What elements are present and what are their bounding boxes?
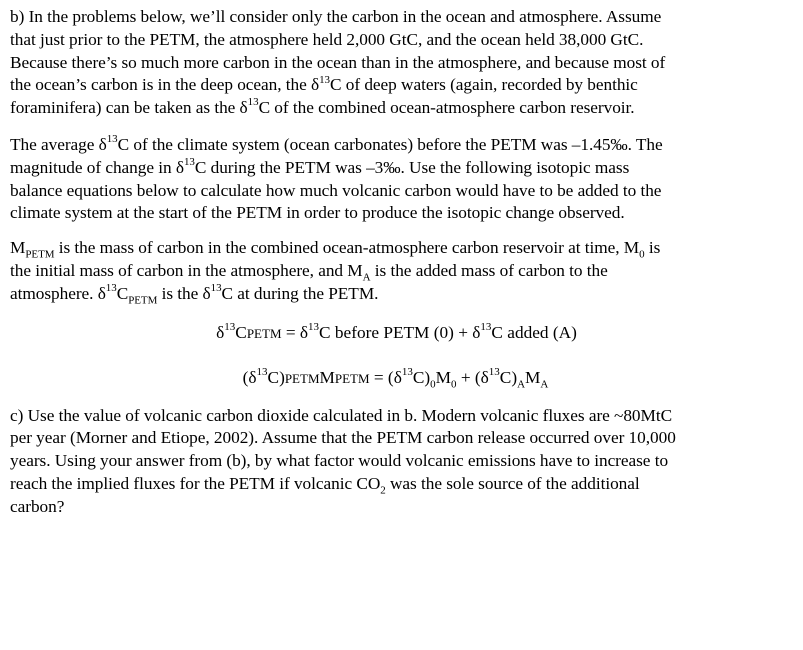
paragraph-average-line-2a: magnitude of change in δ	[10, 157, 184, 177]
paragraph-c-line-2: per year (Morner and Etiope, 2002). Assume that the PETM carbon release occurred over 10,000	[10, 428, 676, 448]
paragraph-definitions-line-3a: atmosphere. δ	[10, 283, 106, 303]
paragraph-average-line-1a: The average δ	[10, 134, 107, 154]
equation-2	[10, 367, 795, 390]
paragraph-definitions-line-2b: is the added mass of carbon to the	[370, 260, 608, 280]
paragraph-definitions-line-3d: is the δ	[157, 283, 211, 303]
paragraph-average-line-4: climate system at the start of the PETM in order to produce the isotopic change observed.	[10, 203, 625, 223]
equation-1-petm-label: PETM	[246, 325, 282, 341]
subscript: PETM	[25, 248, 55, 261]
paragraph-b-line-5b: C of the combined ocean-atmosphere carbon reservoir.	[258, 98, 635, 118]
superscript: 13	[106, 133, 118, 146]
subscript: PETM	[128, 294, 158, 307]
equation-1-part-a: = δ	[281, 322, 309, 342]
m-symbol: M	[435, 367, 451, 387]
equation-2-equals: = (δ	[369, 367, 402, 387]
paragraph-b-line-1: b) In the problems below, we’ll consider only the carbon in the ocean and atmosphere. Assume	[10, 7, 662, 26]
m-symbol: M	[319, 367, 335, 387]
paragraph-average-line-2b: C during the PETM was –3‰. Use the following isotopic mass	[194, 157, 630, 177]
superscript: 13	[247, 96, 259, 109]
superscript: 13	[224, 320, 236, 333]
subscript: A	[540, 378, 549, 391]
superscript: 13	[105, 282, 117, 294]
superscript: 13	[308, 320, 320, 333]
superscript: 13	[480, 320, 492, 333]
equation-1	[10, 322, 795, 345]
equation-2-petm-label: PETM	[284, 370, 320, 386]
paragraph-definitions-line-1: is the mass of carbon in the combined ocean-atmosphere carbon reservoir at time, M	[54, 238, 640, 258]
subscript: 0	[639, 248, 645, 261]
document-body	[10, 6, 795, 519]
paragraph-b-line-4a: the ocean’s carbon is in the deep ocean, the δ	[10, 75, 320, 95]
superscript: 13	[256, 365, 268, 378]
equation-2-c: C)	[499, 367, 518, 387]
paragraph-c-line-1: c) Use the value of volcanic carbon dioxide calculated in b. Modern volcanic fluxes are ~80MtC	[10, 405, 673, 425]
paragraph-b	[10, 6, 795, 120]
equation-2-open: (δ	[242, 367, 257, 387]
paragraph-definitions-line-3c: C	[116, 283, 129, 303]
paragraph-c	[10, 405, 795, 519]
paragraph-b-line-3: Because there’s so much more carbon in the ocean than in the atmosphere, and because most of	[10, 52, 666, 72]
equation-2-plus: + (δ	[456, 367, 489, 387]
equation-1-c: C	[235, 322, 247, 342]
subscript: 0	[451, 378, 457, 391]
equation-2-c: C)	[412, 367, 431, 387]
superscript: 13	[210, 282, 222, 294]
superscript: 13	[488, 365, 500, 378]
paragraph-c-line-4a: reach the implied fluxes for the PETM if volcanic CO	[10, 473, 381, 493]
paragraph-b-line-4b: C of deep waters (again, recorded by benthic	[330, 75, 638, 95]
paragraph-b-line-5a: foraminifera) can be taken as the δ	[10, 98, 248, 118]
paragraph-c-line-3: years. Using your answer from (b), by what factor would volcanic emissions have to increase to	[10, 451, 669, 471]
m-symbol: M	[10, 238, 26, 258]
paragraph-average-line-3: balance equations below to calculate how much volcanic carbon would have to be added to the	[10, 180, 662, 200]
superscript: 13	[183, 156, 195, 169]
delta-symbol: δ	[216, 322, 225, 342]
subscript: A	[517, 378, 526, 391]
subscript: 2	[380, 484, 386, 497]
equation-2-close: C)	[267, 367, 285, 387]
paragraph-definitions-line-2a: the initial mass of carbon in the atmosphere, and M	[10, 260, 363, 280]
paragraph-b-line-2: that just prior to the PETM, the atmosphere held 2,000 GtC, and the ocean held 38,000 GtC.	[10, 29, 644, 49]
subscript: 0	[430, 378, 436, 391]
paragraph-c-line-5: carbon?	[10, 496, 65, 516]
equation-1-part-b: C before PETM (0) + δ	[319, 322, 481, 342]
paragraph-average	[10, 134, 795, 225]
superscript: 13	[319, 73, 331, 86]
subscript: A	[362, 271, 371, 284]
equation-1-part-c: C added (A)	[491, 322, 577, 342]
paragraph-definitions	[10, 237, 795, 305]
paragraph-c-line-4b: was the sole source of the additional	[385, 473, 640, 493]
equation-2-petm-label: PETM	[334, 370, 370, 386]
paragraph-definitions-line-1c: is	[644, 238, 661, 258]
paragraph-average-line-1b: C of the climate system (ocean carbonates) before the PETM was –1.45‰. The	[117, 134, 663, 154]
paragraph-definitions-line-3e: C at during the PETM.	[221, 283, 379, 303]
superscript: 13	[401, 365, 413, 378]
m-symbol: M	[525, 367, 541, 387]
